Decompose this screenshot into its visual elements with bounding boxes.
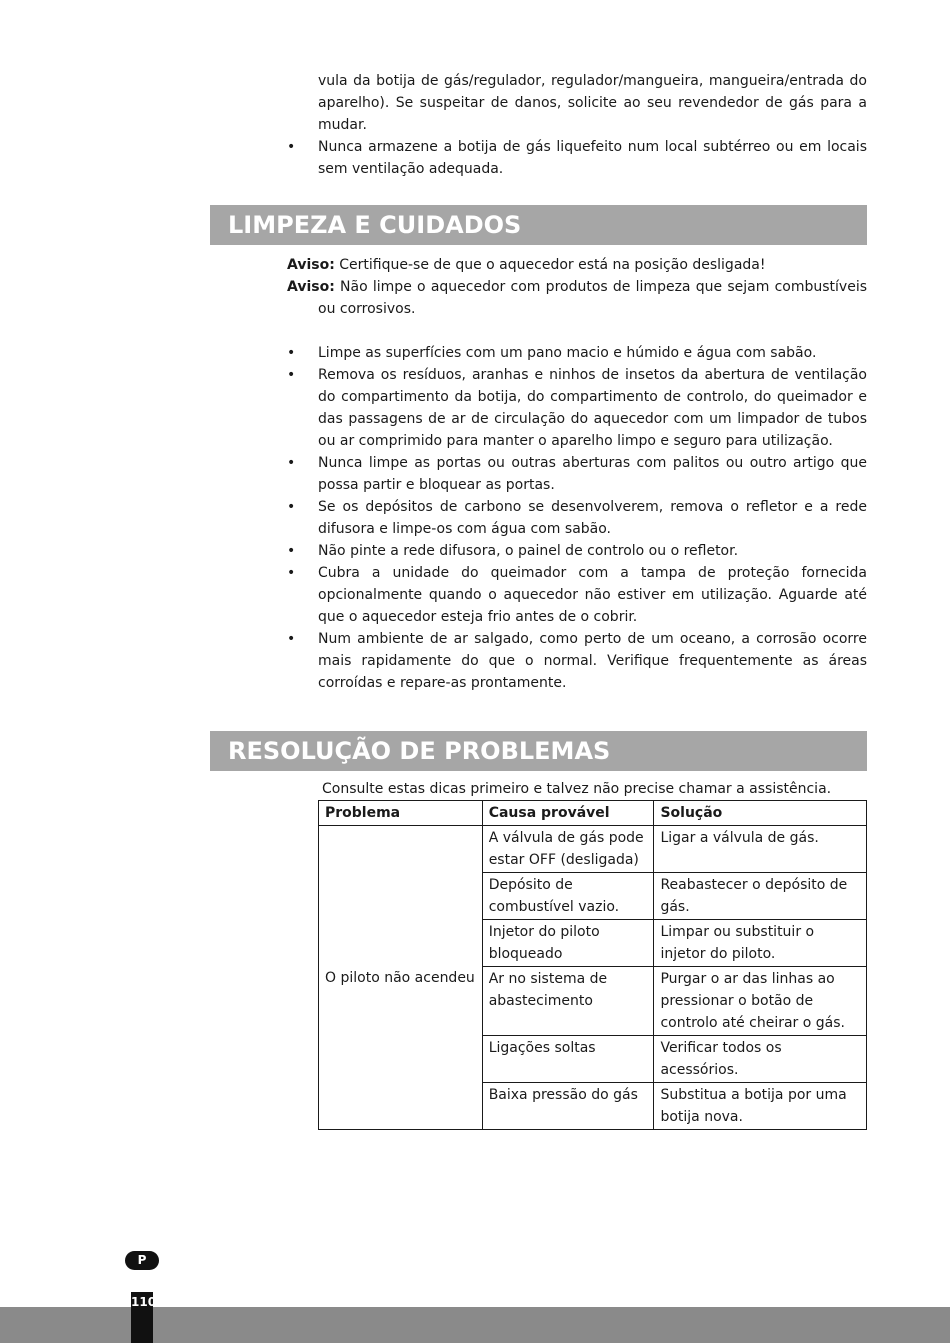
solution-cell: Ligar a válvula de gás. (654, 826, 867, 873)
solution-cell: Reabastecer o depósito de gás. (654, 873, 867, 920)
troubleshooting-table (318, 800, 867, 1130)
column-header: Problema (319, 801, 483, 826)
cleaning-bullet: Não pinte a rede difusora, o painel de controlo ou o refletor. (318, 543, 739, 559)
table-header-row (319, 801, 867, 826)
solution-cell: Purgar o ar das linhas ao pressionar o botão de controlo até cheirar o gás. (654, 967, 867, 1036)
cleaning-bullet: Se os depósitos de carbono se desenvolverem, remova o refletor e a rede difusora e limpe-os com água com sabão. (318, 499, 867, 537)
bullet-marker: • (287, 455, 296, 471)
warning-label: Aviso: (287, 279, 335, 295)
troubleshooting-intro: Consulte estas dicas primeiro e talvez não precise chamar a assistência. (322, 781, 832, 797)
warning-text: Certifique-se de que o aquecedor está na posição desligada! (334, 257, 766, 273)
warning-2 (287, 276, 867, 320)
language-badge: P (125, 1251, 159, 1270)
column-header: Causa provável (482, 801, 654, 826)
bullet-marker: • (287, 139, 296, 155)
bullet-marker: • (287, 499, 296, 515)
cleaning-bullet: Remova os resíduos, aranhas e ninhos de insetos da abertura de ventilação do compartimento da botija, do compartimento de controlo, do queimador e das passagens de ar de circulação do aquecedor com um limpador de tubos ou ar comprimido para manter o aparelho limpo e seguro para utilização. (318, 367, 867, 449)
cleaning-bullet: Nunca limpe as portas ou outras aberturas com palitos ou outro artigo que possa partir e bloquear as portas. (318, 455, 867, 493)
warning-label: Aviso: (287, 257, 335, 273)
page-number: 110 (131, 1292, 153, 1343)
column-header: Solução (654, 801, 867, 826)
warning-text: Não limpe o aquecedor com produtos de limpeza que sejam combustíveis ou corrosivos. (318, 279, 867, 317)
problem-cell: O piloto não acendeu (319, 826, 483, 1130)
cleaning-bullet: Cubra a unidade do queimador com a tampa de proteção fornecida opcionalmente quando o aquecedor não estiver em utilização. Aguarde até que o aquecedor esteja frio antes de o cobrir. (318, 565, 867, 625)
section-heading-troubleshooting: RESOLUÇÃO DE PROBLEMAS (210, 731, 867, 771)
bullet-marker: • (287, 367, 296, 383)
intro-bullet-text: Nunca armazene a botija de gás liquefeito num local subtérreo ou em locais sem ventilação adequada. (318, 139, 867, 177)
bullet-marker: • (287, 543, 296, 559)
cause-cell: Injetor do piloto bloqueado (482, 920, 654, 967)
cleaning-bullet: Limpe as superfícies com um pano macio e húmido e água com sabão. (318, 345, 817, 361)
solution-cell: Substitua a botija por uma botija nova. (654, 1083, 867, 1130)
bullet-marker: • (287, 345, 296, 361)
bullet-marker: • (287, 565, 296, 581)
cause-cell: A válvula de gás pode estar OFF (desligada) (482, 826, 654, 873)
warning-1 (287, 254, 867, 276)
cause-cell: Ligações soltas (482, 1036, 654, 1083)
bullet-marker: • (287, 631, 296, 647)
cause-cell: Depósito de combustível vazio. (482, 873, 654, 920)
solution-cell: Limpar ou substituir o injetor do piloto. (654, 920, 867, 967)
cause-cell: Baixa pressão do gás (482, 1083, 654, 1130)
intro-continued-text: vula da botija de gás/regulador, regulador/mangueira, mangueira/entrada do aparelho). Se suspeitar de danos, solicite ao seu revendedor de gás para a mudar. (318, 73, 867, 133)
solution-cell: Verificar todos os acessórios. (654, 1036, 867, 1083)
table-row (319, 826, 867, 873)
cleaning-bullet: Num ambiente de ar salgado, como perto de um oceano, a corrosão ocorre mais rapidamente do que o normal. Verifique frequentemente as áreas corroídas e repare-as prontamente. (318, 631, 867, 691)
section-heading-cleaning: LIMPEZA E CUIDADOS (210, 205, 867, 245)
cause-cell: Ar no sistema de abastecimento (482, 967, 654, 1036)
